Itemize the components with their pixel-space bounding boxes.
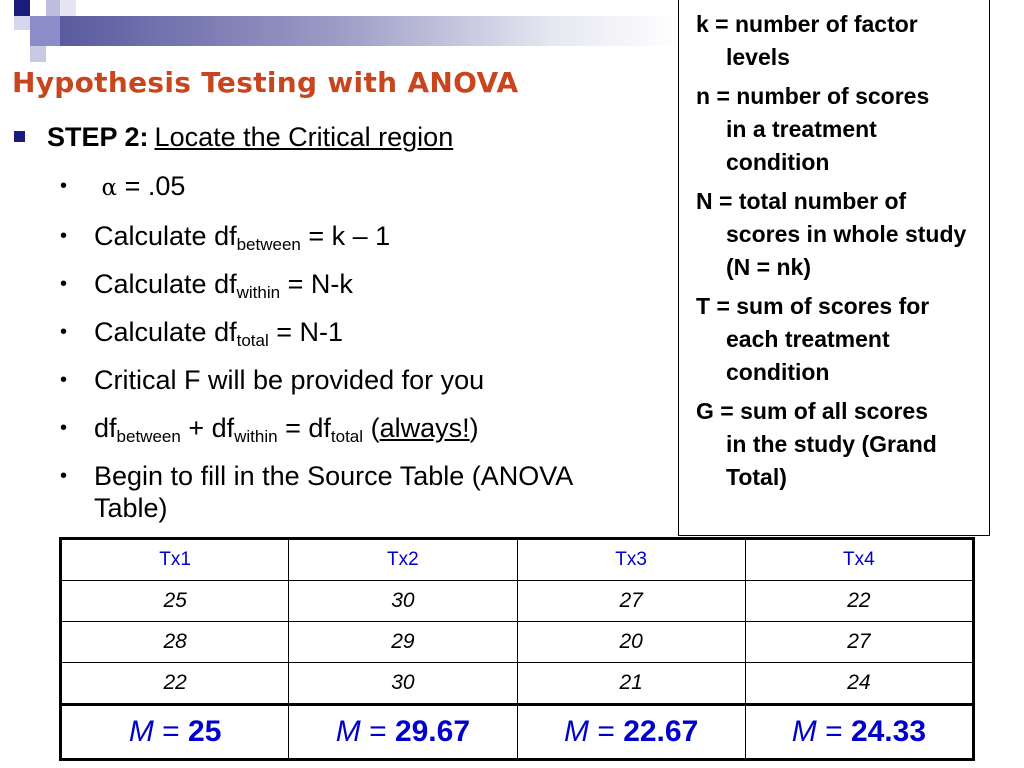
table-cell: 22 (745, 581, 973, 622)
square-bullet-icon (14, 131, 25, 142)
deco-square (46, 0, 60, 16)
subscript: total (236, 331, 269, 350)
definition-text: N = total number of (696, 188, 907, 214)
mean-symbol: M (791, 715, 817, 748)
step-heading (14, 122, 453, 153)
means-row (61, 705, 974, 760)
table-cell: 30 (289, 663, 517, 705)
mean-eq: = (597, 715, 615, 748)
bullet-text: Begin to fill in the Source Table (ANOVA Table) (94, 461, 572, 523)
bullet-text: Critical F will be provided for you (94, 365, 485, 395)
mean-value: 29.67 (394, 715, 471, 748)
bullet-df-total (60, 316, 620, 348)
definition-text: k = number of factor (696, 11, 918, 37)
table-cell: 25 (61, 581, 289, 622)
bullet-dot-icon: • (60, 465, 68, 487)
mean-value: 25 (188, 715, 222, 748)
mean-value: 22.67 (623, 715, 699, 748)
deco-square (14, 0, 30, 16)
definition-text: each treatment condition (726, 326, 890, 385)
table-header-row (61, 539, 974, 581)
definition-text: n = number of scores (696, 83, 930, 109)
table-cell: 27 (517, 581, 745, 622)
table-cell: 20 (517, 622, 745, 663)
definition-text: in the study (Grand Total) (726, 431, 937, 490)
bullet-text: ) (469, 413, 479, 443)
bullet-alpha (60, 170, 620, 204)
definition-big-n (696, 185, 981, 284)
table-cell: 27 (745, 622, 973, 663)
definition-n (696, 80, 981, 179)
mean-eq: = (162, 715, 180, 748)
table-cell: 29 (289, 622, 517, 663)
bullet-text: = N-1 (276, 317, 344, 347)
bullet-df-between (60, 220, 620, 252)
bullet-text: = df (285, 413, 331, 443)
bullet-dot-icon: • (60, 175, 68, 197)
table-cell: 22 (61, 663, 289, 705)
subscript: total (330, 427, 364, 446)
bullet-text: Calculate df (94, 269, 237, 299)
table-cell: 24 (745, 663, 973, 705)
definition-text: G = sum of all scores (696, 398, 929, 424)
bullet-df-sum (60, 412, 620, 444)
definition-text: T = sum of scores for (696, 293, 930, 319)
mean-eq: = (825, 715, 843, 748)
definition-t (696, 290, 981, 389)
bullet-source-table (60, 460, 620, 524)
definition-text: in a treatment condition (726, 116, 877, 175)
bullet-list (60, 170, 620, 540)
bullet-text: df (94, 413, 117, 443)
bullet-text: Calculate df (94, 221, 237, 251)
bullet-dot-icon: • (60, 225, 68, 247)
table-row (61, 663, 974, 705)
bullet-critical-f (60, 364, 620, 396)
step-label: STEP 2: (47, 122, 149, 152)
table-row (61, 622, 974, 663)
bullet-dot-icon: • (60, 321, 68, 343)
deco-square (14, 16, 30, 30)
mean-symbol: M (128, 715, 154, 748)
definition-g (696, 395, 981, 494)
bullet-df-within (60, 268, 620, 300)
mean-symbol: M (335, 715, 361, 748)
bullet-text: Calculate df (94, 317, 237, 347)
table-cell: 21 (517, 663, 745, 705)
definition-k (696, 8, 981, 74)
column-header: Tx4 (745, 539, 973, 581)
bullet-dot-icon: • (60, 417, 68, 439)
bullet-text: = k – 1 (308, 221, 391, 251)
subscript: between (116, 427, 181, 446)
mean-value: 24.33 (850, 715, 927, 748)
subscript: within (234, 427, 278, 446)
column-header: Tx2 (289, 539, 517, 581)
slide-title: Hypothesis Testing with ANOVA (12, 66, 519, 99)
column-header: Tx1 (61, 539, 289, 581)
table-cell: 30 (289, 581, 517, 622)
deco-square (60, 0, 76, 16)
always-emphasis: always! (379, 413, 470, 443)
header-gradient-bar (60, 16, 680, 46)
subscript: within (236, 283, 281, 302)
table-row (61, 581, 974, 622)
definitions-box (678, 0, 990, 536)
bullet-text: ( (370, 413, 380, 443)
alpha-symbol: α (101, 175, 118, 201)
mean-cell (61, 705, 289, 760)
bullet-dot-icon: • (60, 369, 68, 391)
alpha-value: = .05 (124, 171, 186, 201)
bullet-dot-icon: • (60, 273, 68, 295)
column-header: Tx3 (517, 539, 745, 581)
definition-text: levels (726, 44, 790, 70)
subscript: between (236, 235, 301, 254)
mean-cell (289, 705, 517, 760)
mean-cell (745, 705, 973, 760)
mean-symbol: M (563, 715, 589, 748)
mean-eq: = (369, 715, 387, 748)
table-cell: 28 (61, 622, 289, 663)
definition-text: scores in whole study (N = nk) (726, 221, 967, 280)
deco-square (30, 16, 60, 46)
mean-cell (517, 705, 745, 760)
data-table (59, 537, 975, 761)
bullet-text: = N-k (287, 269, 353, 299)
step-text: Locate the Critical region (154, 122, 454, 152)
deco-square (30, 46, 46, 62)
bullet-text: + df (188, 413, 235, 443)
